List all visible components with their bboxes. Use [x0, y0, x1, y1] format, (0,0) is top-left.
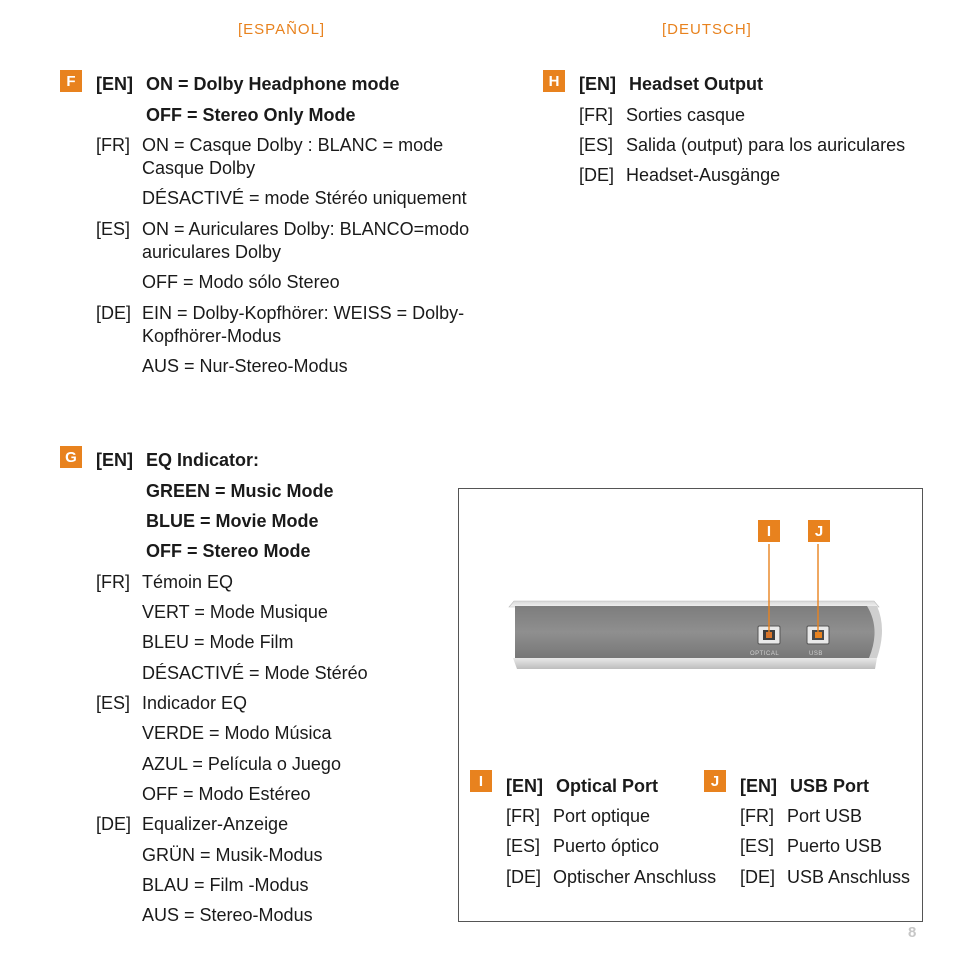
- lang-tag: [EN]: [96, 450, 133, 470]
- text-line: Optischer Anschluss: [553, 867, 717, 887]
- lang-tag: [EN]: [579, 74, 616, 94]
- lang-tag: [ES]: [579, 135, 614, 155]
- lang-tag: [DE]: [96, 814, 132, 834]
- text-line: Indicador EQ: [142, 693, 248, 713]
- text-line: OFF = Modo Estéreo: [142, 784, 311, 804]
- text-line: ON = Dolby Headphone mode: [146, 74, 400, 94]
- lang-tag: [FR]: [96, 572, 130, 592]
- text-line: Optical Port: [556, 776, 659, 796]
- text-line: VERT = Mode Musique: [142, 602, 328, 622]
- text-line: Puerto óptico: [553, 836, 660, 856]
- lang-tag: [FR]: [740, 806, 774, 826]
- text-line: auriculares Dolby: [142, 242, 282, 262]
- text-line: Port USB: [787, 806, 863, 826]
- page-number: 8: [908, 924, 917, 941]
- text-line: ON = Casque Dolby : BLANC = mode: [142, 135, 444, 155]
- lang-tag: [DE]: [740, 867, 776, 887]
- callout-badge-i: I: [758, 520, 780, 542]
- text-line: GRÜN = Musik-Modus: [142, 845, 323, 865]
- lang-tag: [EN]: [740, 776, 777, 796]
- header-german: [DEUTSCH]: [662, 21, 752, 38]
- lang-tag: [EN]: [96, 74, 133, 94]
- text-line: Salida (output) para los auriculares: [626, 135, 906, 155]
- text-line: USB Port: [790, 776, 870, 796]
- text-line: BLUE = Movie Mode: [146, 511, 319, 531]
- text-line: Sorties casque: [626, 105, 746, 125]
- badge-i: I: [470, 770, 492, 792]
- text-line: AUS = Nur-Stereo-Modus: [142, 356, 348, 376]
- text-line: OFF = Stereo Mode: [146, 541, 311, 561]
- lang-tag: [DE]: [96, 303, 132, 323]
- text-line: OFF = Modo sólo Stereo: [142, 272, 340, 292]
- lang-tag: [EN]: [506, 776, 543, 796]
- text-line: Témoin EQ: [142, 572, 234, 592]
- lang-tag: [ES]: [740, 836, 775, 856]
- text-line: AUS = Stereo-Modus: [142, 905, 313, 925]
- text-line: OFF = Stereo Only Mode: [146, 105, 356, 125]
- lang-tag: [FR]: [506, 806, 540, 826]
- text-line: AZUL = Película o Juego: [142, 754, 341, 774]
- text-line: USB Anschluss: [787, 867, 911, 887]
- lang-tag: [ES]: [506, 836, 541, 856]
- text-line: DÉSACTIVÉ = Mode Stéréo: [142, 663, 368, 683]
- text-line: ON = Auriculares Dolby: BLANCO=modo: [142, 219, 470, 239]
- text-line: Kopfhörer-Modus: [142, 326, 282, 346]
- text-line: VERDE = Modo Música: [142, 723, 332, 743]
- text-line: Puerto USB: [787, 836, 883, 856]
- badge-f: F: [60, 70, 82, 92]
- lang-tag: [FR]: [96, 135, 130, 155]
- callout-badge-j: J: [808, 520, 830, 542]
- text-line: EQ Indicator:: [146, 450, 260, 470]
- badge-j: J: [704, 770, 726, 792]
- lang-tag: [FR]: [579, 105, 613, 125]
- text-line: Headset Output: [629, 74, 764, 94]
- text-line: BLEU = Mode Film: [142, 632, 294, 652]
- lang-tag: [DE]: [579, 165, 615, 185]
- text-line: EIN = Dolby-Kopfhörer: WEISS = Dolby-: [142, 303, 465, 323]
- badge-h: H: [543, 70, 565, 92]
- lang-tag: [ES]: [96, 219, 131, 239]
- header-spanish: [ESPAÑOL]: [238, 21, 326, 38]
- text-line: Port optique: [553, 806, 651, 826]
- text-line: BLAU = Film -Modus: [142, 875, 309, 895]
- text-line: DÉSACTIVÉ = mode Stéréo uniquement: [142, 188, 467, 208]
- usb-port-label: USB: [809, 651, 823, 657]
- badge-g: G: [60, 446, 82, 468]
- text-line: Equalizer-Anzeige: [142, 814, 289, 834]
- text-line: GREEN = Music Mode: [146, 481, 334, 501]
- text-line: Casque Dolby: [142, 158, 256, 178]
- lang-tag: [ES]: [96, 693, 131, 713]
- optical-port-label: OPTICAL: [750, 651, 780, 657]
- text-line: Headset-Ausgänge: [626, 165, 781, 185]
- device-illustration: [459, 489, 922, 749]
- lang-tag: [DE]: [506, 867, 542, 887]
